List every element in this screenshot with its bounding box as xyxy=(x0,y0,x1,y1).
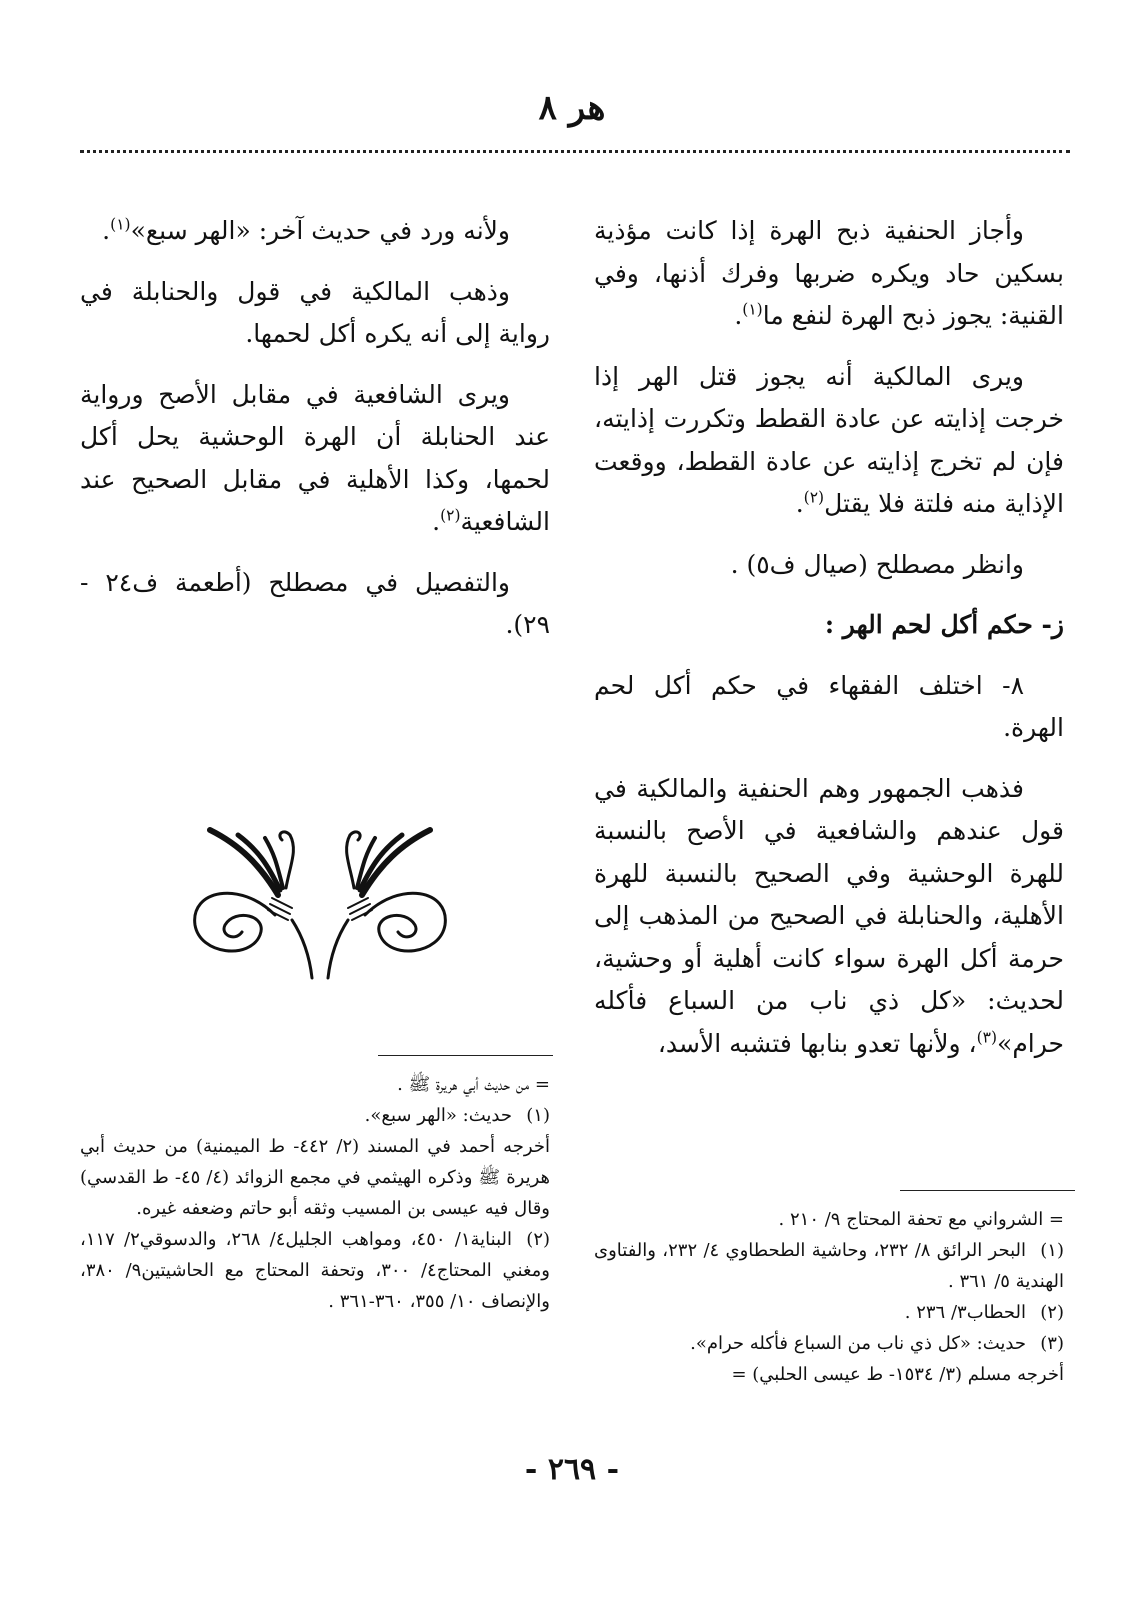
footnote-text: البناية١/ ٤٥٠، ومواهب الجليل٤/ ٢٦٨، والدسوقي٢/ ١١٧، ومغني المحتاج٤/ ٣٠٠، وتحفة المحتاج مع الحاشيتين٩/ ٣٨٠، والإنصاف ١٠/ ٣٥٥، ٣٦٠-٣٦١ . xyxy=(80,1228,550,1312)
paragraph: وانظر مصطلح (صيال ف٥) . xyxy=(730,549,1024,579)
footnotes-right xyxy=(594,1205,1064,1391)
paragraph xyxy=(594,210,1064,338)
footnote-ref[interactable]: (١) xyxy=(742,300,763,319)
punctuation: . xyxy=(795,489,804,518)
footnote-item xyxy=(80,1225,550,1318)
paragraph: والتفصيل في مصطلح (أطعمة ف٢٤ - ٢٩). xyxy=(80,567,550,639)
right-column xyxy=(594,210,1064,1083)
footnote-item xyxy=(594,1236,1064,1298)
paragraph xyxy=(80,374,550,544)
footnote-item xyxy=(594,1329,1064,1360)
paragraph xyxy=(80,210,550,253)
footnote-ref[interactable]: (٢) xyxy=(440,506,461,525)
footnote-text: أخرجه أحمد في المسند (٢/ ٤٤٢- ط الميمنية) من حديث أبي هريرة ﷺ وذكره الهيثمي في مجمع الزوائد (٤/ ٤٥- ط القدسي) وقال فيه عيسى بن المسيب وثقه أبو حاتم وضعفه غيره. xyxy=(80,1135,550,1219)
paragraph-text: ويرى المالكية أنه يجوز قتل الهر إذا خرجت إذايته عن عادة القطط وتكررت إذايته، فإن لم تخرج إذايته عن عادة القطط، ووقعت الإذاية منه فلتة فلا يقتل xyxy=(594,361,1064,518)
footnote-text: البحر الرائق ٨/ ٢٣٢، وحاشية الطحطاوي ٤/ ٢٣٢، والفتاوى الهندية ٥/ ٣٦١ . xyxy=(594,1239,1064,1292)
footnote-text: حديث: «الهر سبع». xyxy=(364,1104,512,1126)
footnote-item xyxy=(80,1101,550,1132)
footnote-continuation: = الشرواني مع تحفة المحتاج ٩/ ٢١٠ . xyxy=(778,1209,1064,1230)
footnote-number: (٢) xyxy=(1040,1301,1064,1323)
punctuation: . xyxy=(102,216,111,245)
paragraph-text-end: ، ولأنها تعدو بنابها فتشبه الأسد، xyxy=(657,1028,977,1058)
paragraph-text: ولأنه ورد في حديث آخر: «الهر سبع» xyxy=(130,216,510,245)
running-header: هر ٨ xyxy=(538,88,606,128)
paragraph: ٨- اختلف الفقهاء في حكم أكل لحم الهرة. xyxy=(594,670,1064,742)
paragraph-text: وأجاز الحنفية ذبح الهرة إذا كانت مؤذية بسكين حاد ويكره ضربها وفرك أذنها، وفي القنية: يجوز ذبح الهرة لنفع ما xyxy=(594,216,1064,330)
paragraph-text: فذهب الجمهور وهم الحنفية والمالكية في قول عندهم والشافعية في الأصح بالنسبة للهرة الوحشية وفي الصحيح بالنسبة للهرة الأهلية، والحنابلة في الصحيح من المذهب إلى حرمة أكل الهرة سواء كانت أهلية أو وحشية، لحديث: «كل ذي ناب من السباع فأكله حرام» xyxy=(594,773,1064,1058)
punctuation: . xyxy=(432,507,441,536)
footnote-number: (٢) xyxy=(526,1228,551,1250)
paragraph-text: ويرى الشافعية في مقابل الأصح ورواية عند الحنابلة أن الهرة الوحشية يحل أكل لحمها، وكذا الأهلية في مقابل الصحيح عند الشافعية xyxy=(80,379,550,536)
footnote-divider xyxy=(378,1055,553,1056)
floral-ornament-icon xyxy=(180,820,460,980)
footnote-number: (١) xyxy=(526,1104,550,1126)
section-heading: ز- حكم أكل لحم الهر : xyxy=(824,610,1064,639)
header-dotted-divider xyxy=(80,150,1070,153)
footnote-ref[interactable]: (٢) xyxy=(803,488,825,507)
footnote-number: (١) xyxy=(1040,1239,1064,1261)
page-number: - ٢٦٩ - xyxy=(524,1452,620,1487)
footnote-continuation: = من حديث أبي هريرة ﷺ . xyxy=(397,1074,550,1095)
paragraph xyxy=(594,768,1064,1066)
punctuation: . xyxy=(734,301,743,330)
footnote-ref[interactable]: (١) xyxy=(110,215,131,234)
footnote-text: حديث: «كل ذي ناب من السباع فأكله حرام». xyxy=(690,1332,1026,1354)
paragraph xyxy=(594,356,1064,526)
left-column xyxy=(80,210,550,665)
footnote-ref[interactable]: (٣) xyxy=(976,1028,998,1047)
footnote-divider xyxy=(900,1190,1075,1191)
footnote-text: أخرجه مسلم (٣/ ١٥٣٤- ط عيسى الحلبي) = xyxy=(731,1363,1064,1385)
footnote-number: (٣) xyxy=(1040,1332,1064,1354)
footnote-text: الحطاب٣/ ٢٣٦ . xyxy=(904,1301,1026,1323)
footnotes-left xyxy=(80,1070,550,1318)
paragraph: وذهب المالكية في قول والحنابلة في رواية إلى أنه يكره أكل لحمها. xyxy=(80,276,550,348)
footnote-item xyxy=(594,1298,1064,1329)
